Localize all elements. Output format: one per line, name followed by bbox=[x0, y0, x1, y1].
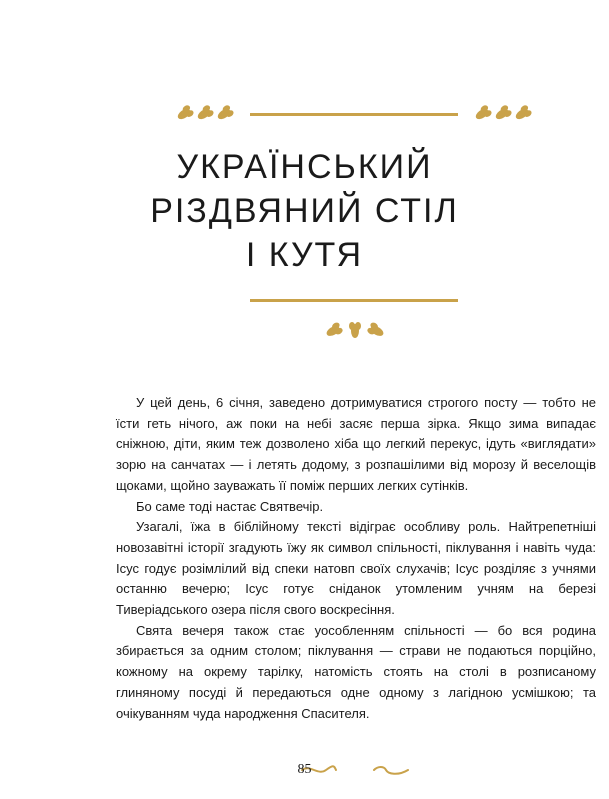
oak-leaves-ornament-left-icon bbox=[174, 103, 236, 125]
oak-leaves-ornament-right-icon bbox=[470, 103, 532, 125]
bottom-divider-line bbox=[250, 299, 458, 302]
chapter-title-line-2: РІЗДВЯНИЙ СТІЛ bbox=[150, 192, 459, 230]
page-number: 85 bbox=[297, 762, 312, 777]
chapter-body bbox=[116, 393, 596, 724]
chapter-title-line-3: І КУТЯ bbox=[245, 236, 364, 274]
swirl-ornament-right-icon bbox=[372, 764, 410, 776]
oak-leaves-ornament-center-icon bbox=[322, 320, 388, 342]
paragraph: У цей день, 6 січня, заведено дотримуватися строгого посту — тобто не їсти геть нічого, аж поки на небі засяє перша зірка. Якщо зима випадає сніжною, діти, яким теж дозволено хіба що легкий перекус, ідуть «виглядати» зорю на санчатах — і летять додому, з розпашілими від морозу й веселощів щоками, щойно зауважать її поміж перших легких сутінків. bbox=[116, 395, 596, 493]
top-divider-line bbox=[250, 113, 458, 116]
paragraph: Узагалі, їжа в біблійному тексті відіграє особливу роль. Найтрепетніші новозавітні історії згадують їжу як символ спільності, піклування і навіть чуда: Ісус годує розімлілий від спеки натовп своїх слухачів; Ісус розділяє з учнями останню вечерю; Ісус готує сніданок утомленим учням на березі Тиверіадського озера після свого воскресіння. bbox=[116, 519, 596, 618]
chapter-title bbox=[0, 145, 609, 277]
paragraph: Свята вечеря також стає уособленням спільності — бо вся родина збирається за одним столом; піклування — страви не подаються порційно, кожному на окрему тарілку, натомість стоять на столі в розписаному глиняному посуді й передаються одне одному з лагідною усмішкою; та очікуванням чуда народження Спасителя. bbox=[116, 622, 596, 721]
chapter-title-line-1: УКРАЇНСЬКИЙ bbox=[176, 148, 433, 186]
paragraph: Бо саме тоді настає Святвечір. bbox=[136, 498, 324, 514]
